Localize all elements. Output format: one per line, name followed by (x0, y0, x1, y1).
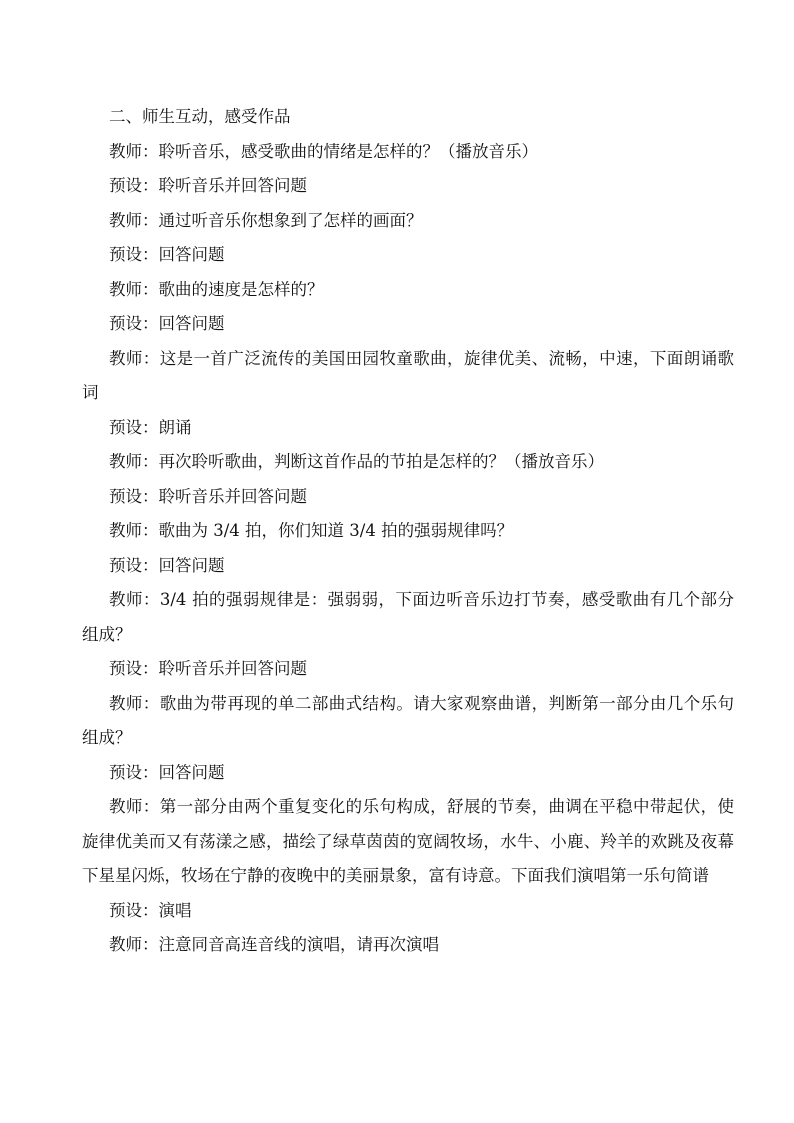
document-body (82, 100, 734, 963)
preset-line: 预设：回答问题 (109, 245, 225, 264)
teacher-line: 教师：通过听音乐你想象到了怎样的画面？ (109, 210, 423, 230)
preset-line: 预设：回答问题 (109, 762, 225, 782)
preset-line: 预设：回答问题 (109, 555, 225, 575)
preset-line: 预设：演唱 (109, 900, 192, 920)
section-heading: 二、师生互动，感受作品 (109, 107, 291, 126)
teacher-line: 教师：歌曲为 3/4 拍，你们知道 3/4 拍的强弱规律吗？ (109, 521, 514, 540)
preset-line: 预设：聆听音乐并回答问题 (109, 176, 307, 195)
teacher-line: 教师：3/4 拍的强弱规律是：强弱弱，下面边听音乐边打节奏，感受歌曲有几个部分组成？ (82, 590, 734, 644)
preset-line: 预设：聆听音乐并回答问题 (109, 659, 307, 678)
teacher-line: 教师：歌曲为带再现的单二部曲式结构。请大家观察曲谱，判断第一部分由几个乐句组成？ (82, 693, 734, 747)
teacher-line: 教师：聆听音乐，感受歌曲的情绪是怎样的？（播放音乐） (109, 141, 538, 161)
preset-line: 预设：聆听音乐并回答问题 (109, 486, 307, 506)
teacher-line: 教师：歌曲的速度是怎样的？ (109, 279, 324, 299)
teacher-line: 教师：注意同音高连音线的演唱，请再次演唱 (109, 935, 439, 954)
preset-line: 预设：朗诵 (109, 417, 192, 437)
teacher-line: 教师：第一部分由两个重复变化的乐句构成，舒展的节奏，曲调在平稳中带起伏，使旋律优美而又有荡漾之感，描绘了绿草茵茵的宽阔牧场，水牛、小鹿、羚羊的欢跳及夜幕下星星闪烁，牧场在宁静的夜晚中的美丽景象，富有诗意。下面我们演唱第一乐句简谱 (82, 797, 734, 885)
preset-line: 预设：回答问题 (109, 314, 225, 333)
teacher-line: 教师：再次聆听歌曲，判断这首作品的节拍是怎样的？（播放音乐） (109, 452, 604, 471)
teacher-line: 教师：这是一首广泛流传的美国田园牧童歌曲，旋律优美、流畅，中速，下面朗诵歌词 (82, 348, 734, 402)
